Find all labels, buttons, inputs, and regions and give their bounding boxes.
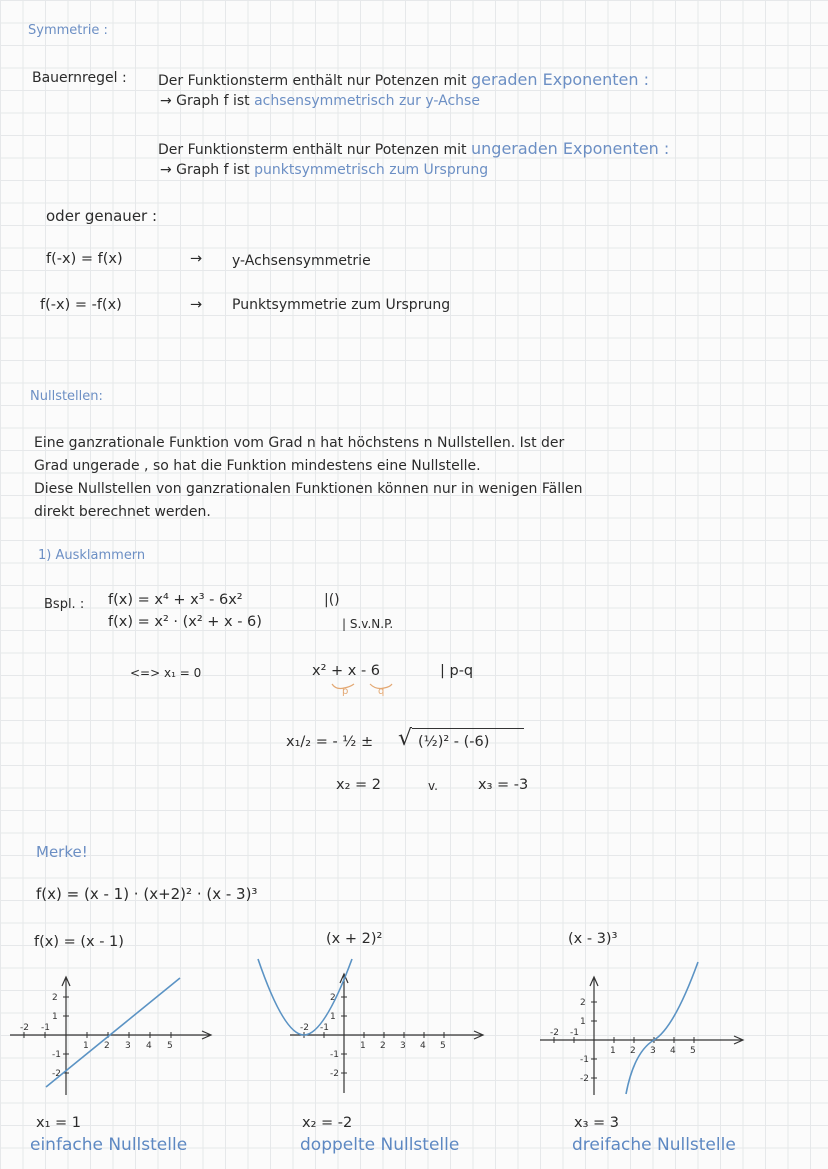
y-tick-label: -2: [330, 1069, 339, 1079]
even-result-prefix: → Graph f ist: [160, 93, 250, 109]
x-tick-label: 2: [104, 1041, 110, 1051]
p-label: p: [342, 686, 349, 697]
x-tick-label: 2: [630, 1046, 636, 1056]
quadratic-term: x² + x - 6: [312, 663, 381, 679]
graph3-root: x₃ = 3: [574, 1115, 619, 1131]
x-tick-label: -2: [550, 1028, 559, 1038]
graph-cubic: [530, 960, 790, 1100]
y-tick-label: -1: [330, 1050, 339, 1060]
zeros-heading: Nullstellen:: [30, 389, 103, 404]
factored-function: f(x) = (x - 1) · (x+2)² · (x - 3)³: [36, 885, 258, 903]
remember-heading: Merke!: [36, 843, 88, 861]
x-tick-label: 5: [690, 1046, 696, 1056]
graph-linear: [0, 960, 240, 1100]
x-tick-label: 4: [420, 1041, 426, 1051]
odd-result-highlight: punktsymmetrisch zum Ursprung: [254, 162, 489, 178]
x-tick-label: 3: [400, 1041, 406, 1051]
y-tick-label: -2: [52, 1069, 61, 1079]
graph3-kind: dreifache Nullstelle: [572, 1135, 736, 1155]
arrow-icon: →: [190, 251, 203, 267]
even-result-highlight: achsensymmetrisch zur y-Achse: [254, 93, 480, 109]
x-tick-label: -2: [300, 1023, 309, 1033]
sqrt-bar: [412, 728, 524, 729]
x-tick-label: 5: [167, 1041, 173, 1051]
zeros-para-line3: Diese Nullstellen von ganzrationalen Funktionen können nur in wenigen Fällen: [34, 481, 583, 497]
x-tick-label: 4: [670, 1046, 676, 1056]
y-tick-label: 1: [330, 1012, 336, 1022]
graph3-title: (x - 3)³: [568, 931, 618, 947]
pq-brace-marks: [328, 680, 398, 702]
arrow-icon: →: [190, 297, 203, 313]
x-tick-label: -2: [20, 1023, 29, 1033]
rule-label: Bauernregel :: [32, 70, 127, 86]
graph2-kind: doppelte Nullstelle: [300, 1135, 460, 1155]
method-ausklammern: 1) Ausklammern: [38, 548, 146, 563]
example-equation-1: f(x) = x⁴ + x³ - 6x²: [108, 592, 243, 608]
zeros-para-line1: Eine ganzrationale Funktion vom Grad n hat höchstens n Nullstellen. Ist der: [34, 435, 565, 451]
even-result-text: [160, 94, 480, 109]
y-tick-label: 1: [52, 1012, 58, 1022]
condition-point: f(-x) = -f(x): [40, 297, 122, 313]
result-x2: x₂ = 2: [336, 777, 381, 793]
x-tick-label: 1: [83, 1041, 89, 1051]
example-equation-1-note: |(): [324, 592, 340, 608]
graph2-title: (x + 2)²: [326, 931, 383, 947]
pq-formula-left: x₁/₂ = - ½ ±: [286, 734, 374, 750]
root-x1: <=> x₁ = 0: [130, 666, 202, 680]
x-tick-label: 5: [440, 1041, 446, 1051]
axes: [290, 974, 483, 1093]
result-point: Punktsymmetrie zum Ursprung: [232, 297, 451, 313]
even-rule-highlight: geraden Exponenten :: [471, 70, 649, 89]
graph1-kind: einfache Nullstelle: [30, 1135, 188, 1155]
result-x3: x₃ = -3: [478, 777, 529, 793]
example-equation-2: f(x) = x² · (x² + x - 6): [108, 614, 262, 630]
pq-radicand: (½)² - (-6): [418, 734, 490, 750]
odd-result-prefix: → Graph f ist: [160, 162, 250, 178]
symmetry-heading: Symmetrie :: [28, 23, 108, 38]
y-tick-label: -2: [580, 1074, 589, 1084]
example-equation-2-note: | S.v.N.P.: [342, 617, 394, 631]
x-tick-label: -1: [41, 1023, 50, 1033]
quadratic-note: | p-q: [440, 663, 474, 679]
even-rule-prefix: Der Funktionsterm enthält nur Potenzen mit: [158, 73, 467, 89]
x-tick-label: -1: [570, 1028, 579, 1038]
x-tick-label: 2: [380, 1041, 386, 1051]
result-axis: y-Achsensymmetrie: [232, 253, 371, 269]
odd-rule-highlight: ungeraden Exponenten :: [471, 139, 670, 158]
x-tick-label: 3: [125, 1041, 131, 1051]
example-label: Bspl. :: [44, 597, 85, 612]
graph2-root: x₂ = -2: [302, 1115, 353, 1131]
zeros-para-line2: Grad ungerade , so hat die Funktion mindestens eine Nullstelle.: [34, 458, 481, 474]
y-tick-label: 2: [330, 993, 336, 1003]
y-tick-label: -1: [580, 1055, 589, 1065]
odd-rule-text: [158, 140, 669, 158]
x-tick-label: 1: [610, 1046, 616, 1056]
y-tick-label: 1: [580, 1017, 586, 1027]
condition-axis: f(-x) = f(x): [46, 251, 123, 267]
or-symbol: v.: [428, 779, 438, 793]
y-tick-label: 2: [52, 993, 58, 1003]
zeros-para-line4: direkt berechnet werden.: [34, 504, 211, 520]
more-precise-label: oder genauer :: [46, 207, 158, 225]
graph-parabola: [250, 945, 500, 1100]
y-tick-label: -1: [52, 1050, 61, 1060]
axes: [10, 977, 211, 1095]
x-tick-label: 3: [650, 1046, 656, 1056]
cubic-curve: [626, 962, 698, 1094]
y-tick-label: 2: [580, 998, 586, 1008]
odd-result-text: [160, 163, 488, 178]
x-tick-label: 4: [146, 1041, 152, 1051]
sqrt-symbol: √: [398, 726, 413, 751]
x-tick-label: -1: [320, 1023, 329, 1033]
graph1-root: x₁ = 1: [36, 1115, 81, 1131]
graph1-title: f(x) = (x - 1): [34, 934, 124, 950]
x-tick-label: 1: [360, 1041, 366, 1051]
odd-rule-prefix: Der Funktionsterm enthält nur Potenzen mit: [158, 142, 467, 158]
even-rule-text: [158, 71, 649, 89]
q-label: q: [378, 686, 385, 697]
